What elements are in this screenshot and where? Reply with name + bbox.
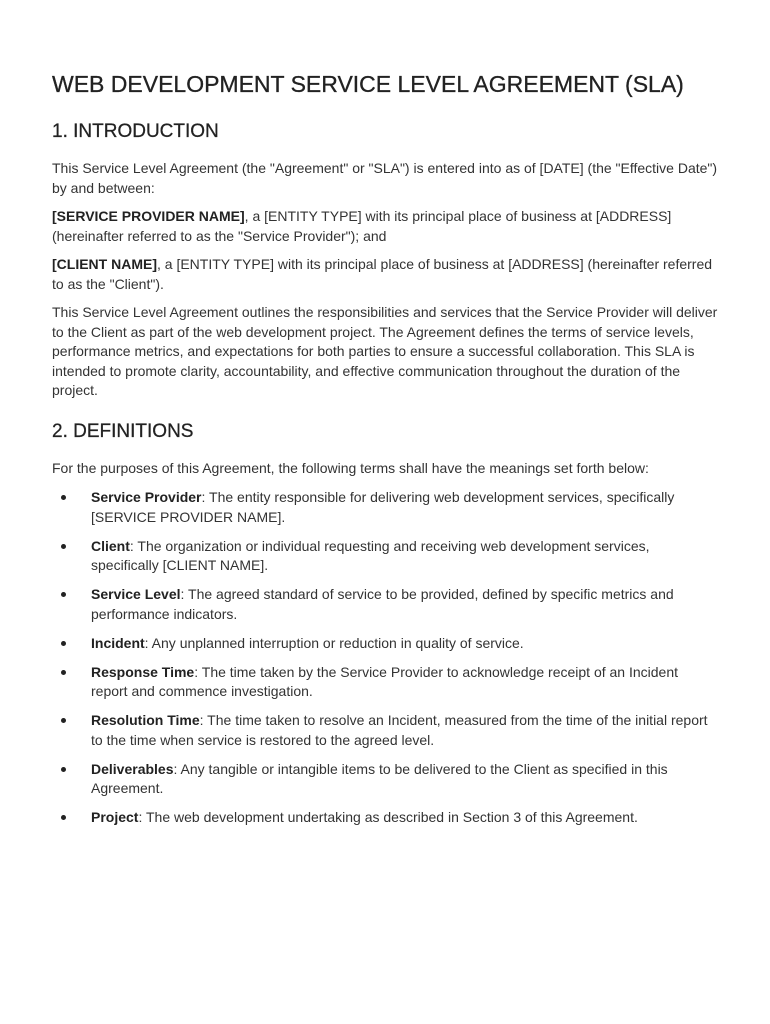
bullet-icon	[61, 767, 66, 772]
list-item	[52, 634, 718, 654]
introduction-paragraph: This Service Level Agreement (the "Agreement" or "SLA") is entered into as of [DATE] (the "Effective Date") by and between:	[52, 160, 718, 196]
bullet-icon	[61, 641, 66, 646]
bullet-icon	[61, 544, 66, 549]
definition-text: : The web development undertaking as described in Section 3 of this Agreement.	[138, 809, 638, 825]
introduction-heading: 1. INTRODUCTION	[52, 121, 219, 142]
bullet-icon	[61, 718, 66, 723]
definition-term: Service Level	[91, 586, 181, 602]
definition-text: : Any unplanned interruption or reduction in quality of service.	[144, 634, 524, 651]
definition-term: Response Time	[91, 663, 195, 680]
definition-text: : The organization or individual requesting and receiving web development services, specifically [CLIENT NAME].	[91, 537, 650, 573]
bullet-icon	[61, 495, 66, 500]
list-item	[52, 585, 718, 624]
definition-text: : The agreed standard of service to be provided, defined by specific metrics and performance indicators.	[91, 586, 674, 622]
definition-term: Incident	[91, 634, 145, 651]
definitions-heading: 2. DEFINITIONS	[52, 420, 194, 442]
definition-text: : The time taken by the Service Provider to acknowledge receipt of an Incident report and commence investigation.	[91, 663, 679, 699]
list-item	[52, 808, 718, 828]
definition-text: : The time taken to resolve an Incident, measured from the time of the initial report to the time when service is restored to the agreed level.	[91, 712, 708, 748]
client-name-placeholder: [CLIENT NAME]	[52, 256, 157, 272]
bullet-icon	[61, 592, 66, 597]
introduction-section	[52, 119, 718, 401]
list-item	[52, 760, 718, 799]
service-provider-name-placeholder: [SERVICE PROVIDER NAME]	[52, 208, 245, 224]
list-item	[52, 711, 718, 750]
purpose-paragraph: This Service Level Agreement outlines the responsibilities and services that the Service Provider will deliver to the Client as part of the web development project. The Agreement defines the terms of service levels, performance metrics, and expectations for both parties to ensure a successful collaboration. This SLA is intended to promote clarity, accountability, and effective communication throughout the duration of the project.	[52, 304, 718, 398]
definition-term: Client	[91, 537, 130, 554]
list-item	[52, 488, 718, 527]
list-item	[52, 663, 718, 702]
document-title: WEB DEVELOPMENT SERVICE LEVEL AGREEMENT (SLA)	[52, 71, 684, 97]
bullet-icon	[61, 815, 66, 820]
definitions-section	[52, 419, 718, 828]
bullet-icon	[61, 670, 66, 675]
definition-term: Project	[91, 809, 139, 825]
definition-text: : The entity responsible for delivering web development services, specifically [SERVICE PROVIDER NAME].	[91, 489, 675, 525]
list-item	[52, 537, 718, 576]
client-party-text: , a [ENTITY TYPE] with its principal place of business at [ADDRESS] (hereinafter referred to as the "Client").	[52, 256, 713, 292]
definitions-intro: For the purposes of this Agreement, the following terms shall have the meanings set forth below:	[52, 459, 649, 476]
client-party-paragraph	[52, 255, 718, 294]
definition-term: Deliverables	[91, 760, 174, 777]
definition-term: Service Provider	[91, 489, 202, 505]
service-provider-party-text: , a [ENTITY TYPE] with its principal place of business at [ADDRESS] (hereinafter referred to as the "Service Provider"); and	[52, 208, 672, 244]
definition-text: : Any tangible or intangible items to be delivered to the Client as specified in this Agreement.	[91, 760, 668, 796]
service-provider-party-paragraph	[52, 207, 718, 246]
definitions-list	[52, 488, 718, 828]
definition-term: Resolution Time	[91, 712, 200, 728]
